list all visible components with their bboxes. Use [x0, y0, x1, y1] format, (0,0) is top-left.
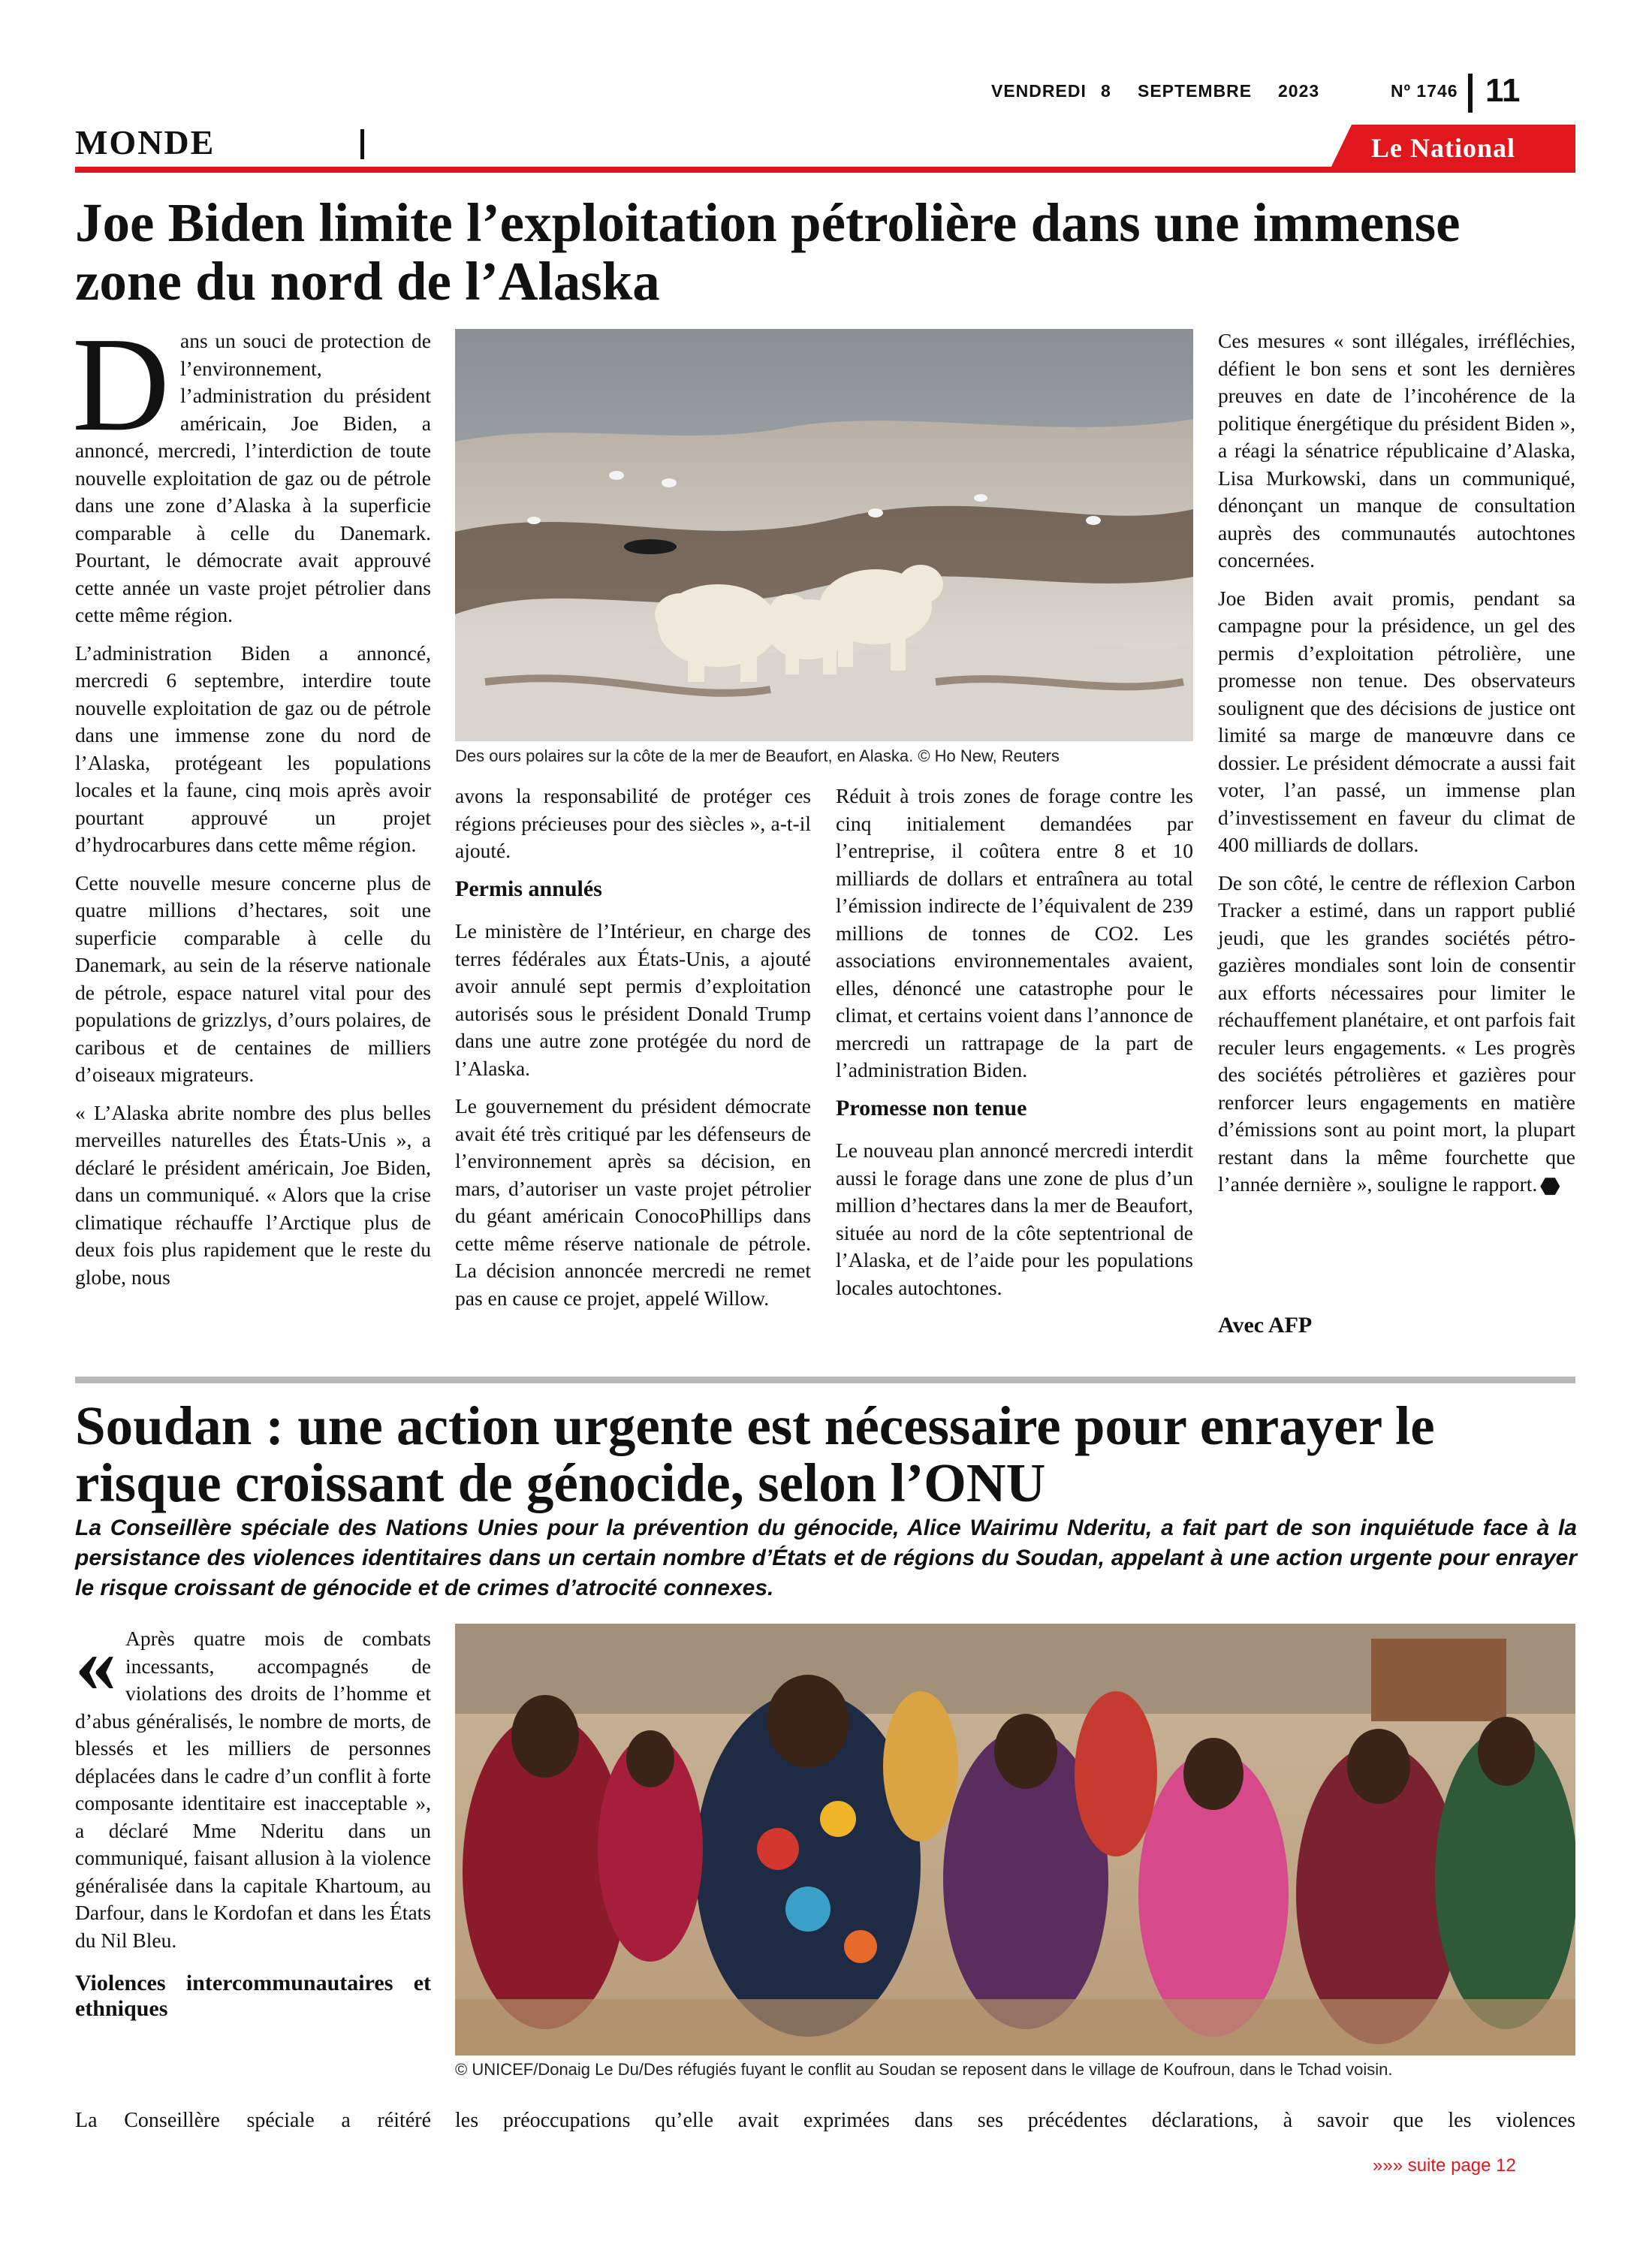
header-month: SEPTEMBRE: [1138, 81, 1253, 101]
header-divider: [1468, 74, 1473, 113]
article1-c4-paragraph-2: Joe Biden avait promis, pendant sa campagne pour la présidence, un gel des permis d’exploitation pétrolière, une promesse non tenue. Des observateurs soulignent que des décisions de justice ont limité sa marge de manœuvre dans ce dossier. Le président démocrate a aussi fait voter, l’an passé, un immense plan d’investissement en faveur du climat de 400 milliards de dollars.: [1218, 586, 1575, 856]
article2-bottom-left: La Conseillère spéciale a réitéré: [75, 2109, 431, 2132]
article1-title-line2: zone du nord de l’Alaska: [75, 251, 660, 312]
section-divider: [360, 129, 364, 159]
drop-cap: D: [72, 309, 170, 459]
article1-c3-paragraph-2: Le nouveau plan annoncé mercredi interdit aussi le forage dans une zone de plus d’un million d’hectares dans la mer de Beaufort, située au nord de la côte septentrional de l’Alaska, et de l’aide pour les populations locales autochtones.: [836, 1139, 1193, 1299]
article2-title-line1: Soudan : une action urgente est nécessaire pour enrayer le: [75, 1395, 1435, 1456]
article1-column-3: [836, 783, 1193, 1312]
header-day: VENDREDI: [991, 81, 1087, 101]
article2-lead: La Conseillère spéciale des Nations Unies pour la prévention du génocide, Alice Wairimu Nderitu, a fait part de son inquiétude face à la persistance des violences identitaires dans un certain nombre d’États et de régions du Soudan, appelant à une action urgente pour enrayer le risque croissant de génocide et de crimes d’atrocité connexes.: [75, 1516, 1577, 1600]
article1-paragraph-4: « L’Alaska abrite nombre des plus belles merveilles naturelles des États-Unis », a déclaré le président américain, Joe Biden, dans un communiqué. « Alors que la crise climatique réchauffe l’Arctique plus de deux fois plus rapidement que le reste du globe, nous: [75, 1100, 431, 1289]
polar-bears-illustration: [455, 329, 1193, 741]
article2-column-1: [75, 1618, 431, 2037]
article1-title-line1: Joe Biden limite l’exploitation pétrolière dans une immense: [75, 192, 1461, 253]
subheading-promesse-non-tenue: Promesse non tenue: [836, 1095, 1027, 1120]
article1-column-4: [1218, 327, 1575, 1209]
section-label: MONDE: [75, 123, 216, 161]
article1-paragraph-3: Cette nouvelle mesure concerne plus de quatre millions d’hectares, soit une superficie comparable à celle du Danemark, au sein de la réserve nationale de pétrole, espace naturel vital pour des populations de grizzlys, d’ours polaires, de caribous et de centaines de milliers d’oiseaux migrateurs.: [75, 870, 431, 1086]
brand-name: Le National: [1371, 133, 1516, 163]
refugees-caption: © UNICEF/Donaig Le Du/Des réfugiés fuyant le conflit au Soudan se reposent dans le village de Koufroun, dans le Tchad voisin.: [455, 2060, 1393, 2079]
refugees-illustration: [455, 1624, 1575, 2055]
article1-column-2: [455, 783, 811, 1323]
article1-column-1: [72, 309, 431, 1301]
page-number: 11: [1485, 72, 1521, 109]
header-issue: Nº 1746: [1391, 81, 1458, 101]
article1-c3-paragraph-1: Réduit à trois zones de forage contre les cinq initialement demandées par l’entreprise, il coûtera entre 8 et 10 milliards de dollars et entraînera au total l’émission indirecte de l’équivalent de 239 millions de tonnes de CO2. Les associations environnementales avaient, elles, dénoncé une catastrophe pour le climat, et certains voient dans l’annonce de mercredi un rattrapage de la part de l’administration Biden.: [836, 784, 1193, 1081]
refugees-photo: [455, 1624, 1575, 2055]
polar-bears-caption: Des ours polaires sur la côte de la mer de Beaufort, en Alaska. © Ho New, Reuters: [455, 746, 1060, 765]
article1-c4-paragraph-1: Ces mesures « sont illégales, irréfléchies, défient le bon sens et sont les dernières preuves en date de l’incohérence de la politique énergétique du président Biden », a réagi la sénatrice républicaine d’Alaska, Lisa Murkowski, dans un communiqué, dénonçant un manque de consultation auprès des communautés autochtones concernées.: [1218, 329, 1575, 572]
article-separator: [75, 1377, 1575, 1383]
header-date-number: 8: [1101, 81, 1111, 101]
article1-paragraph-2: L’administration Biden a annoncé, mercredi 6 septembre, interdire toute nouvelle exploitation de gaz ou de pétrole dans une immense zone du nord de l’Alaska, protégeant les populations locales et la faune, cinq mois après avoir pourtant approuvé un projet d’hydrocarbures dans cette même région.: [75, 641, 431, 856]
polar-bears-photo: [455, 329, 1193, 741]
continued-on-link[interactable]: »»» suite page 12: [1373, 2155, 1516, 2176]
article2-bottom-right: les préoccupations qu’elle avait exprimées dans ses précédentes déclarations, à savoir que les violences: [455, 2109, 1575, 2132]
subheading-violences: Violences intercommunautaires et ethniques: [75, 1971, 431, 2021]
opening-quote-mark: «: [75, 1618, 116, 1709]
article2-paragraph-1: Après quatre mois de combats incessants, accompagnés de violations des droits de l’homme et d’abus généralisés, le nombre de morts, de blessés et les milliers de personnes déplacées dans le cadre d’un conflit à forte composante identitaire est inacceptable », a déclaré Mme Nderitu dans un communiqué, faisant allusion à la violence généralisée dans la capitale Khartoum, au Darfour, dans le Kordofan et dans les États du Nil Bleu.: [75, 1627, 431, 1952]
article2-title-line2: risque croissant de génocide, selon l’ONU: [75, 1452, 1046, 1513]
article1-c4-paragraph-3: De son côté, le centre de réflexion Carbon Tracker a estimé, dans un rapport publié jeudi, que les grandes sociétés pétro-gazières mondiales sont loin de consentir aux efforts nécessaires pour limiter le réchauffement planétaire, et ont parfois fait reculer leurs engagements. « Les progrès des sociétés pétrolières et gazières pour renforcer leurs engagements en matière d’émissions sont au point mort, la plupart restant dans la même fourchette que l’année dernière », souligne le rapport.: [1218, 870, 1575, 1196]
article1-c2-paragraph-3: Le gouvernement du président démocrate avait été très critiqué par les défenseurs de l’environnement après sa décision, en mars, d’autoriser un vaste projet pétrolier du géant américain ConocoPhillips dans cette même réserve nationale de pétrole. La décision annoncée mercredi ne remet pas en cause ce projet, appelé Willow.: [455, 1094, 811, 1310]
article1-c2-paragraph-1: avons la responsabilité de protéger ces régions précieuses pour des siècles », a-t-il ajouté.: [455, 784, 811, 862]
end-of-article-hexagon-icon: [1540, 1177, 1560, 1196]
header-year: 2023: [1278, 81, 1320, 101]
article1-paragraph-1: ans un souci de protection de l’environnement, l’administration du président américain, Joe Biden, a annoncé, mercredi, l’interdiction de toute nouvelle exploitation de gaz ou de pétrole dans une zone d’Alaska à la superficie comparable à celle du Danemark. Pourtant, le démocrate avait approuvé cette année un vaste projet pétrolier dans cette même région.: [75, 329, 431, 626]
section-rule: [75, 167, 1575, 173]
subheading-permis-annules: Permis annulés: [455, 876, 602, 901]
article1-signature: Avec AFP: [1218, 1313, 1313, 1338]
article1-c2-paragraph-2: Le ministère de l’Intérieur, en charge des terres fédérales aux États-Unis, a ajouté avoir annulé sept permis d’exploitation autorisés sous le président Donald Trump dans une autre zone protégée du nord de l’Alaska.: [455, 919, 811, 1080]
